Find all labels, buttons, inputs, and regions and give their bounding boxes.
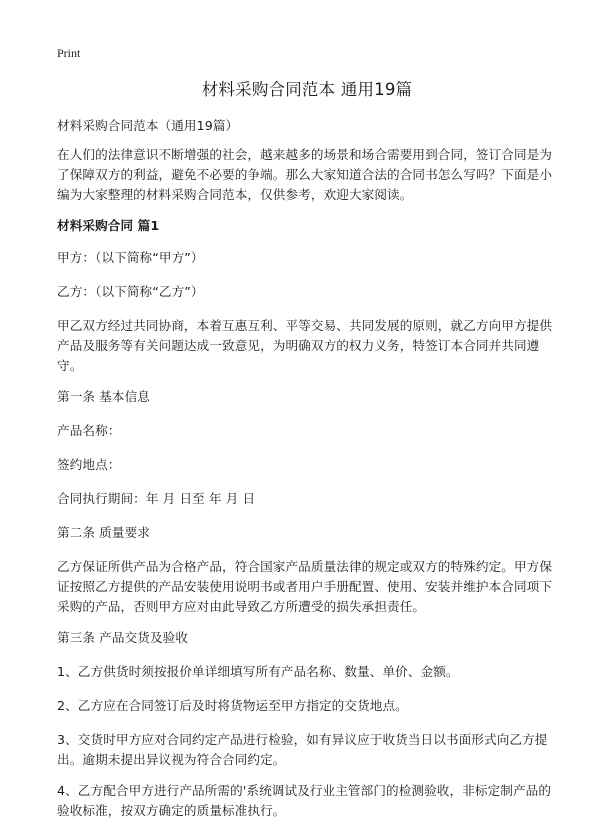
preamble-paragraph: 甲乙双方经过共同协商，本着互惠互利、平等交易、共同发展的原则，就乙方向甲方提供产品及服务等有关问题达成一致意见，为明确双方的权力义务，特签订本合同并共同遵守。 xyxy=(57,318,553,373)
delivery-item-1: 1、乙方供货时须按报价单详细填写所有产品名称、数量、单价、金额。 xyxy=(57,664,459,679)
article-3-title: 第三条 产品交货及验收 xyxy=(57,630,189,645)
print-link[interactable]: Print xyxy=(57,46,81,60)
party-a-line: 甲方：（以下简称“甲方”） xyxy=(57,250,204,265)
contract-period-line: 合同执行期间：年 月 日至 年 月 日 xyxy=(57,491,256,506)
product-name-line: 产品名称： xyxy=(57,423,121,438)
intro-paragraph: 在人们的法律意识不断增强的社会，越来越多的场景和场合需要用到合同，签订合同是为了保障双方的利益，避免不必要的争端。那么大家知道合法的合同书怎么写吗？下面是小编为大家整理的材料采购合同范本，仅供参考，欢迎大家阅读。 xyxy=(57,147,553,202)
document-title: 材料采购合同范本 通用19篇 xyxy=(201,80,413,99)
party-b-line: 乙方：（以下简称“乙方”） xyxy=(57,284,204,299)
article-2-title: 第二条 质量要求 xyxy=(57,525,150,540)
article-1-title: 第一条 基本信息 xyxy=(57,389,150,404)
document-subtitle: 材料采购合同范本（通用19篇） xyxy=(57,118,239,133)
document-body xyxy=(57,78,557,832)
section-title: 材料采购合同 篇1 xyxy=(57,218,160,233)
quality-paragraph: 乙方保证所供产品为合格产品，符合国家产品质量法律的规定或双方的特殊约定。甲方保证按照乙方提供的产品安装使用说明书或者用户手册配置、使用、安装并维护本合同项下采购的产品，否则甲方应对由此导致乙方所遭受的损失承担责任。 xyxy=(57,559,553,614)
delivery-item-4: 4、乙方配合甲方进行产品所需的'系统调试及行业主管部门的检测验收，非标定制产品的验收标准，按双方确定的质量标准执行。 xyxy=(57,783,552,818)
delivery-item-3: 3、交货时甲方应对合同约定产品进行检验，如有异议应于收货当日以书面形式向乙方提出。逾期未提出异议视为符合合同约定。 xyxy=(57,732,548,767)
sign-place-line: 签约地点： xyxy=(57,457,121,472)
delivery-item-2: 2、乙方应在合同签订后及时将货物运至甲方指定的交货地点。 xyxy=(57,698,408,713)
